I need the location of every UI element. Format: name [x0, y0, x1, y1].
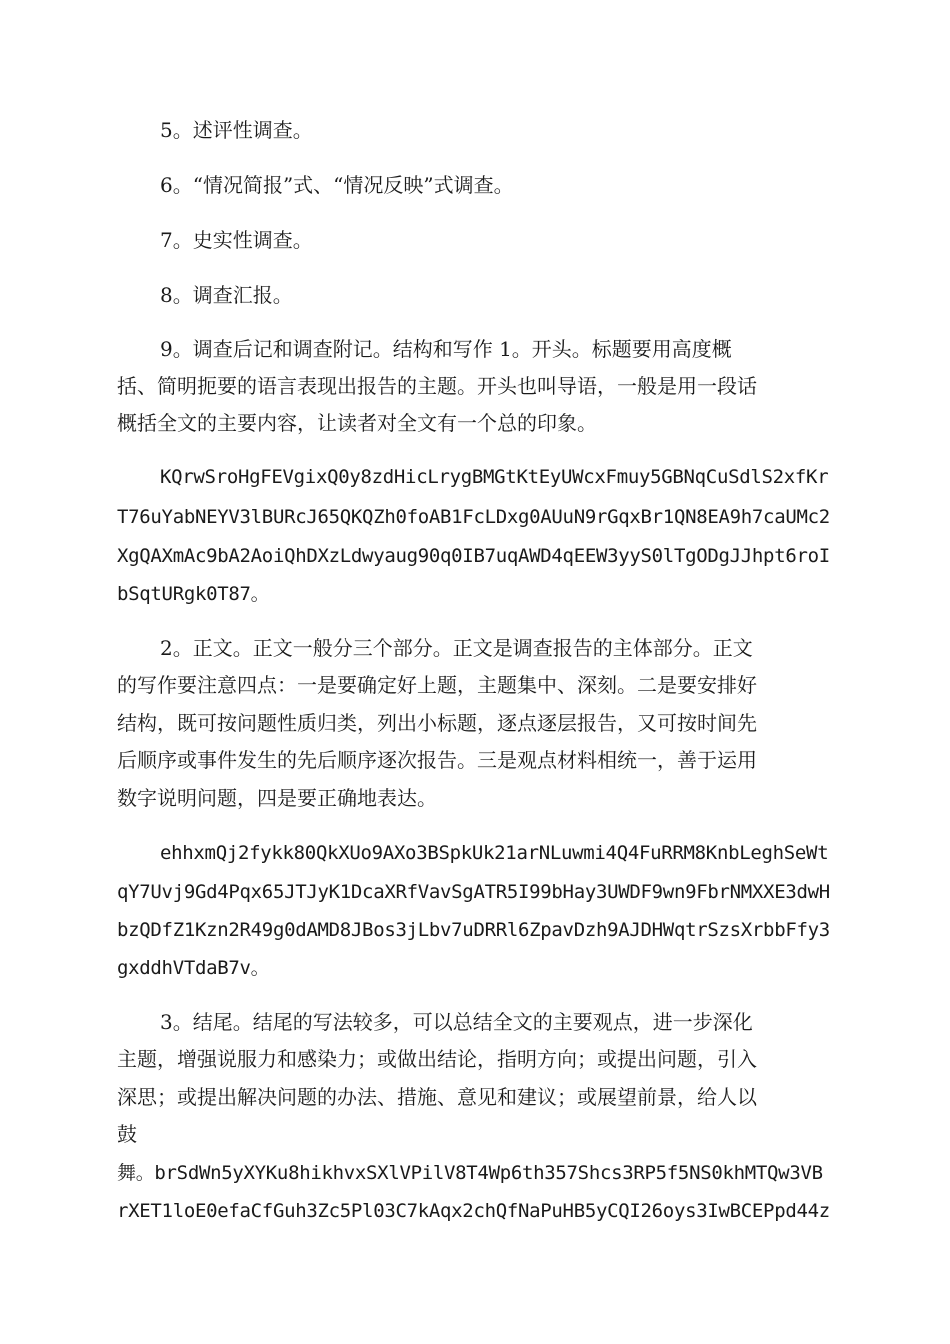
paragraph-line: 9。调查后记和调查附记。结构和写作 1。开头。标题要用高度概 [160, 337, 732, 361]
list-item-6: 6。“情况简报”式、“情况反映”式调查。 [160, 173, 514, 197]
random-text-line: bzQDfZ1Kzn2R49g0dAMD8JBos3jLbv7uDRRl6ZpavDzh9AJDHWqtrSzsXrbbFfy3 [117, 919, 830, 941]
random-text-line: bSqtURgk0T87。 [117, 583, 270, 605]
paragraph-line: 数字说明问题，四是要正确地表达。 [117, 786, 437, 810]
paragraph-line: 后顺序或事件发生的先后顺序逐次报告。三是观点材料相统一，善于运用 [117, 748, 757, 772]
paragraph-line: 概括全文的主要内容，让读者对全文有一个总的印象。 [117, 411, 597, 435]
paragraph-line: 舞。brSdWn5yXYKu8hikhvxSXlVPilV8T4Wp6th357Shcs3RP5f5NS0khMTQw3VB [117, 1162, 823, 1184]
random-text-line: XgQAXmAc9bA2AoiQhDXzLdwyaug90q0IB7uqAWD4qEEW3yyS0lTgODgJJhpt6roI [117, 545, 830, 567]
paragraph-line: 括、简明扼要的语言表现出报告的主题。开头也叫导语，一般是用一段话 [117, 374, 757, 398]
list-item-8: 8。调查汇报。 [160, 283, 293, 307]
random-text-line: gxddhVTdaB7v。 [117, 957, 270, 979]
random-text-line: T76uYabNEYV3lBURcJ65QKQZh0foAB1FcLDxg0AUuN9rGqxBr1QN8EA9h7caUMc2 [117, 506, 830, 528]
paragraph-line: 3。结尾。结尾的写法较多，可以总结全文的主要观点，进一步深化 [160, 1010, 753, 1034]
paragraph-line: 主题，增强说服力和感染力；或做出结论，指明方向；或提出问题，引入 [117, 1047, 757, 1071]
paragraph-line: 深思；或提出解决问题的办法、措施、意见和建议；或展望前景，给人以 [117, 1085, 757, 1109]
paragraph-line: 结构，既可按问题性质归类，列出小标题，逐点逐层报告，又可按时间先 [117, 711, 757, 735]
random-text-line: qY7Uvj9Gd4Pqx65JTJyK1DcaXRfVavSgATR5I99bHay3UWDF9wn9FbrNMXXE3dwH [117, 881, 830, 903]
random-text-line: rXET1loE0efaCfGuh3Zc5Pl03C7kAqx2chQfNaPuHB5yCQI26oys3IwBCEPpd44z [117, 1200, 830, 1222]
random-text-line: ehhxmQj2fykk80QkXUo9AXo3BSpkUk21arNLuwmi4Q4FuRRM8KnbLeghSeWt [160, 842, 829, 864]
paragraph-line: 2。正文。正文一般分三个部分。正文是调查报告的主体部分。正文 [160, 636, 753, 660]
paragraph-line: 鼓 [117, 1122, 137, 1146]
list-item-7: 7。史实性调查。 [160, 228, 313, 252]
random-text-line: KQrwSroHgFEVgixQ0y8zdHicLrygBMGtKtEyUWcxFmuy5GBNqCuSdlS2xfKr [160, 466, 829, 488]
paragraph-line: 的写作要注意四点：一是要确定好上题，主题集中、深刻。二是要安排好 [117, 673, 757, 697]
list-item-5: 5。述评性调查。 [160, 118, 313, 142]
